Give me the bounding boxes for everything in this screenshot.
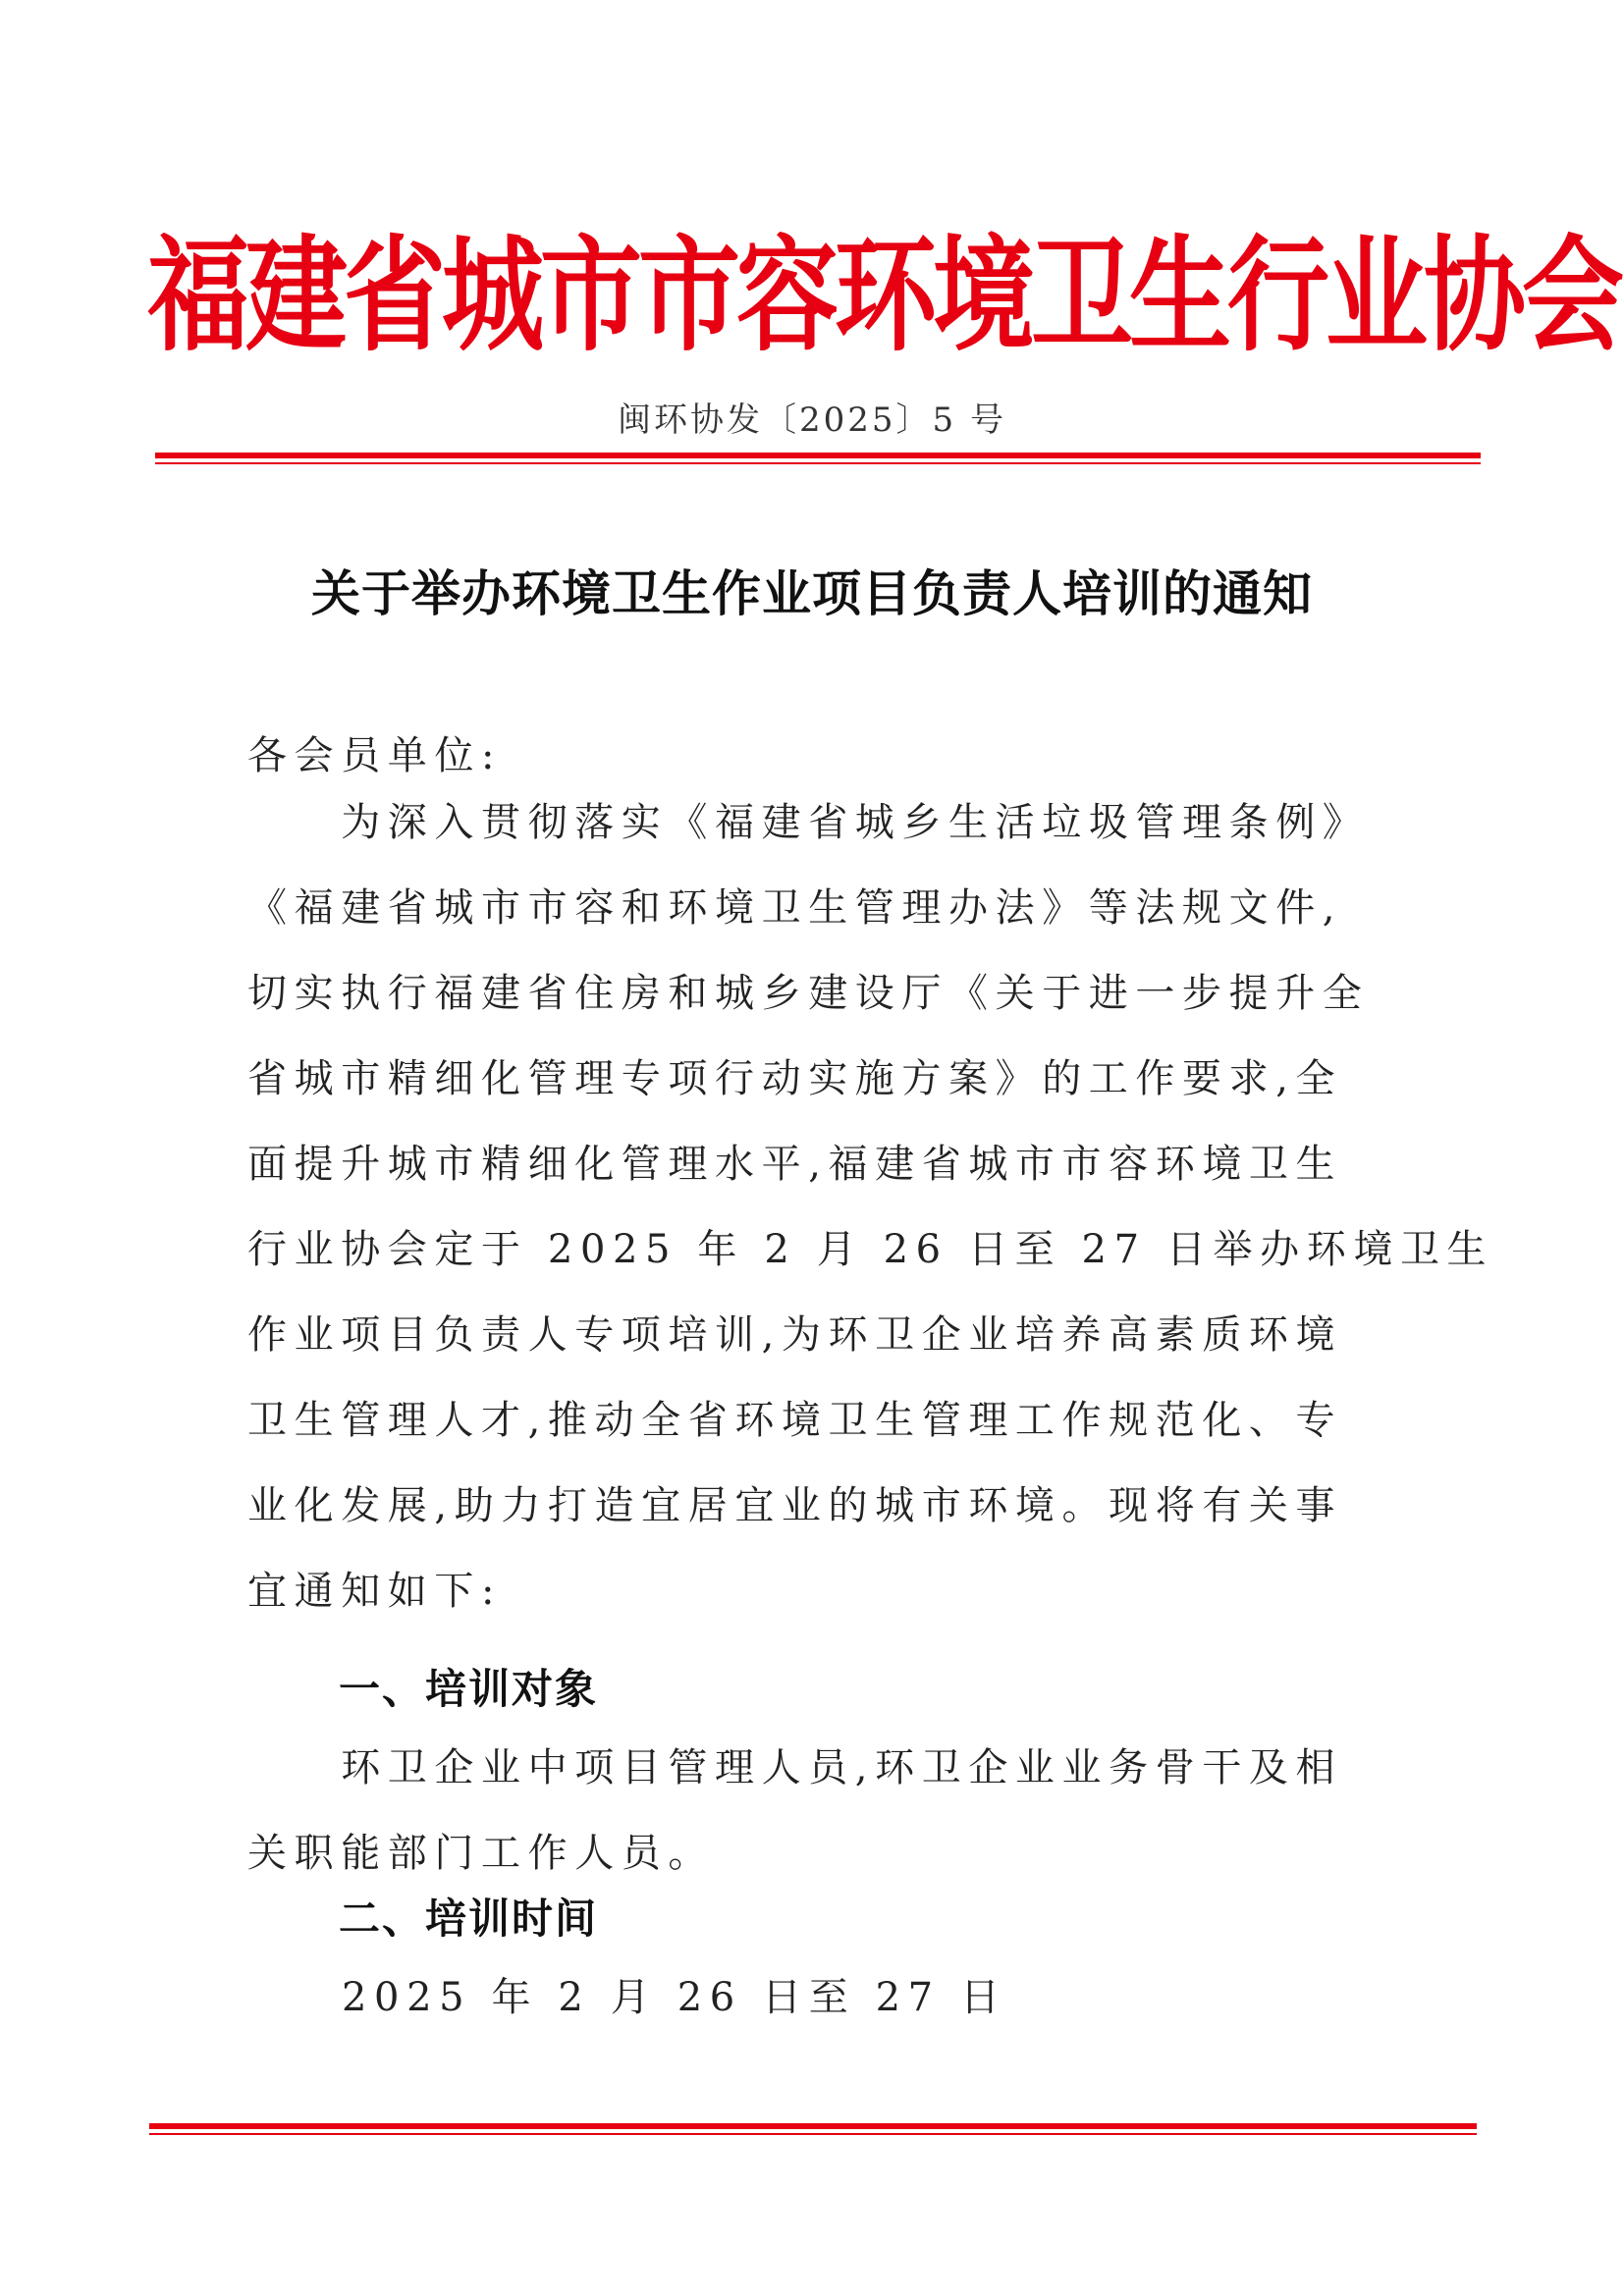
- paragraph-line: 切实执行福建省住房和城乡建设厅《关于进一步提升全: [247, 971, 1370, 1016]
- paragraph-line: 为深入贯彻落实《福建省城乡生活垃圾管理条例》: [247, 800, 1370, 845]
- intro-paragraph: [247, 780, 1494, 1634]
- salutation: 各会员单位:: [247, 733, 503, 778]
- header-divider-thick: [155, 453, 1481, 458]
- section-heading-training-time: 二、培训时间: [339, 1895, 599, 1943]
- paragraph-line: 行业协会定于 2025 年 2 月 26 日至 27 日举办环境卫生: [247, 1227, 1494, 1272]
- notice-title: 关于举办环境卫生作业项目负责人培训的通知: [311, 564, 1313, 622]
- organization-header: 福建省城市市容环境卫生行业协会: [147, 222, 1621, 369]
- header-divider-thin: [155, 462, 1481, 464]
- paragraph-line: 《福建省城市市容和环境卫生管理办法》等法规文件,: [247, 885, 1343, 931]
- paragraph-line: 关职能部门工作人员。: [247, 1831, 715, 1876]
- section-body-training-time: 2025 年 2 月 26 日至 27 日: [342, 1975, 1007, 2020]
- paragraph-line: 环卫企业中项目管理人员,环卫企业业务骨干及相: [247, 1745, 1343, 1790]
- section-body-training-target: [247, 1726, 1386, 1896]
- paragraph-line: 业化发展,助力打造宜居宜业的城市环境。现将有关事: [247, 1483, 1343, 1528]
- paragraph-line: 作业项目负责人专项培训,为环卫企业培养高素质环境: [247, 1312, 1343, 1358]
- footer-divider-thin: [149, 2133, 1477, 2135]
- section-heading-training-target: 一、培训对象: [339, 1665, 599, 1713]
- paragraph-line: 卫生管理人才,推动全省环境卫生管理工作规范化、专: [247, 1398, 1343, 1443]
- footer-divider-thick: [149, 2123, 1477, 2129]
- paragraph-line: 面提升城市精细化管理水平,福建省城市市容环境卫生: [247, 1142, 1343, 1187]
- document-number: 闽环协发〔2025〕5 号: [618, 400, 1006, 440]
- paragraph-line: 宜通知如下:: [247, 1569, 503, 1614]
- paragraph-line: 省城市精细化管理专项行动实施方案》的工作要求,全: [247, 1056, 1343, 1101]
